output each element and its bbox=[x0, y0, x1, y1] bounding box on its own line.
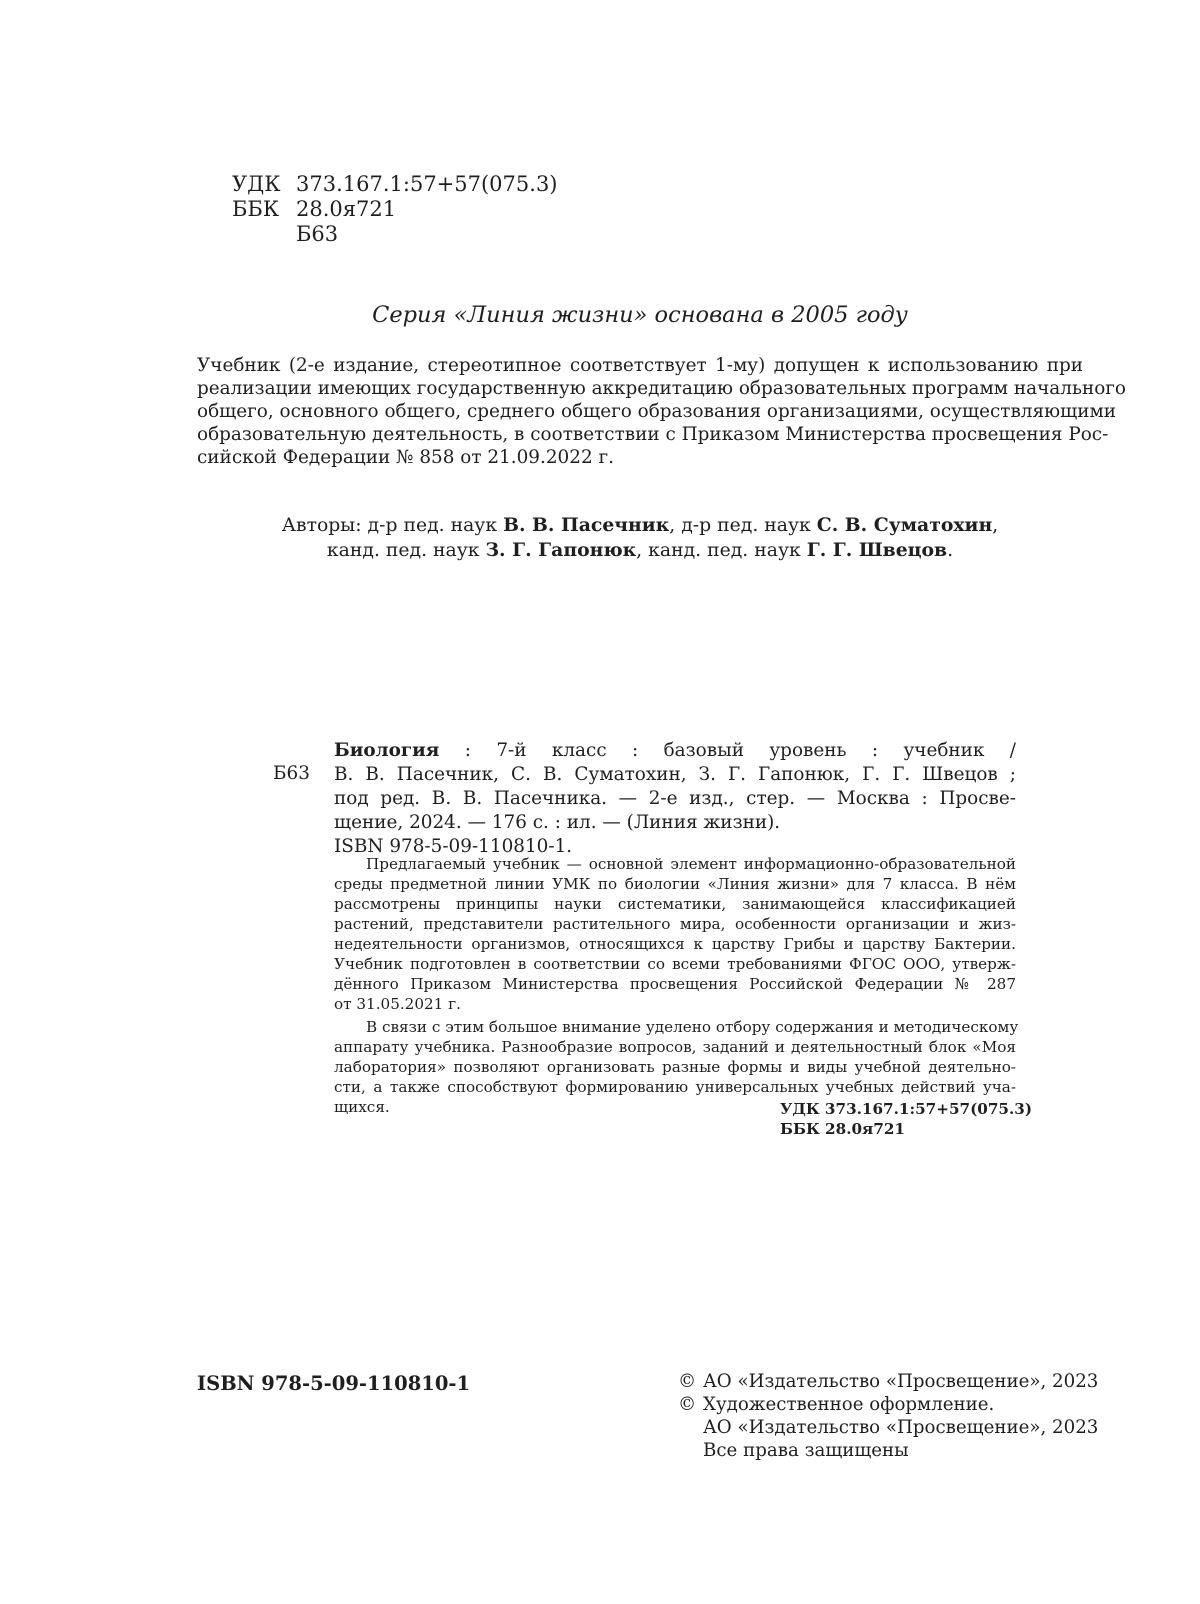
copyright-line: Художественное оформление. bbox=[703, 1394, 995, 1415]
bib-line: В. В. Пасечник, С. В. Суматохин, З. Г. Гапонюк, Г. Г. Швецов ; bbox=[334, 764, 1016, 785]
authors-line-2: канд. пед. наук З. Г. Гапонюк, канд. пед. наук Г. Г. Швецов. bbox=[326, 539, 954, 561]
annotation-line: Учебник подготовлен в соответствии со всеми требованиями ФГОС ООО, утверж- bbox=[334, 955, 1016, 973]
annotation bbox=[334, 854, 1019, 1117]
approval-line: Учебник (2-е издание, стереотипное соответствует 1-му) допущен к использованию при bbox=[197, 355, 1083, 376]
udk-label: УДК bbox=[232, 172, 281, 196]
bbk-value: 28.0я721 bbox=[296, 197, 397, 221]
authors-block bbox=[0, 513, 1200, 563]
annotation-line: рассмотрены принципы науки систематики, занимающейся классификацией bbox=[334, 895, 1016, 913]
approval-line: сийской Федерации № 858 от 21.09.2022 г. bbox=[197, 447, 614, 468]
approval-line: реализации имеющих государственную аккредитацию образовательных программ начального bbox=[197, 378, 1127, 399]
annotation-line: сти, а также способствуют формированию универсальных учебных действий уча- bbox=[334, 1078, 1016, 1096]
record-udk: УДК 373.167.1:57+57(075.3) bbox=[780, 1100, 1033, 1118]
annotation-line: щихся. bbox=[334, 1098, 390, 1116]
author-degree: д-р пед. наук bbox=[367, 515, 498, 536]
copyright-block bbox=[678, 1370, 1098, 1462]
author-name: Г. Г. Швецов bbox=[806, 539, 948, 561]
bib-isbn: ISBN 978-5-09-110810-1. bbox=[334, 836, 573, 857]
approval-paragraph bbox=[197, 354, 1127, 469]
annotation-line: недеятельности организмов, относящихся к царству Грибы и царству Бактерии. bbox=[334, 935, 1016, 953]
udk-value: 373.167.1:57+57(075.3) bbox=[296, 172, 558, 196]
bbk-label: ББК bbox=[232, 197, 280, 221]
record-index bbox=[780, 1099, 1032, 1139]
author-name: З. Г. Гапонюк bbox=[485, 539, 637, 561]
book-title: Биология bbox=[334, 740, 440, 761]
bib-line-1: Биология : 7-й класс : базовый уровень : учебник / bbox=[334, 740, 1016, 761]
isbn: ISBN 978-5-09-110810-1 bbox=[197, 1372, 471, 1395]
bib-line: щение, 2024. — 176 с. : ил. — (Линия жизни). bbox=[334, 812, 781, 833]
author-degree: канд. пед. наук bbox=[648, 540, 801, 561]
annotation-line: растений, представители растительного мира, особенности организации и жиз- bbox=[334, 915, 1016, 933]
bib-line: под ред. В. В. Пасечника. — 2-е изд., стер. — Москва : Просве- bbox=[334, 788, 1016, 809]
authors-label: Авторы: bbox=[281, 515, 362, 536]
annotation-line: Предлагаемый учебник — основной элемент информационно-образовательной bbox=[366, 855, 1016, 873]
author-degree: канд. пед. наук bbox=[326, 540, 480, 561]
series-note: Серия «Линия жизни» основана в 2005 году bbox=[372, 302, 908, 328]
classification-block bbox=[232, 172, 558, 247]
bib-author-mark: Б63 bbox=[273, 763, 310, 784]
author-name: В. В. Пасечник bbox=[503, 514, 670, 536]
bbk-row bbox=[232, 197, 558, 222]
copyright-symbol: © bbox=[678, 1394, 697, 1415]
copyright-row bbox=[678, 1393, 1098, 1416]
copyright-row bbox=[678, 1416, 1098, 1439]
author-mark: Б63 bbox=[296, 222, 339, 246]
copyright-line: Все права защищены bbox=[703, 1440, 909, 1461]
approval-line: общего, основного общего, среднего общего образования организациями, осуществляющими bbox=[197, 401, 1117, 422]
copyright-line: АО «Издательство «Просвещение», 2023 bbox=[703, 1371, 1099, 1392]
annotation-line: аппарату учебника. Разнообразие вопросов, заданий и деятельностный блок «Моя bbox=[334, 1038, 1016, 1056]
record-bbk: ББК 28.0я721 bbox=[780, 1120, 905, 1138]
author-name: С. В. Суматохин bbox=[816, 514, 993, 536]
author-degree: д-р пед. наук bbox=[681, 515, 811, 536]
copyright-symbol: © bbox=[678, 1371, 697, 1392]
bibliographic-record bbox=[334, 739, 1016, 859]
annotation-line: дённого Приказом Министерства просвещения Российской Федерации № 287 bbox=[334, 975, 1016, 993]
annotation-line: от 31.05.2021 г. bbox=[334, 995, 461, 1013]
annotation-line: В связи с этим большое внимание уделено отбору содержания и методическому bbox=[366, 1018, 1019, 1036]
annotation-line: среды предметной линии УМК по биологии «Линия жизни» для 7 класса. В нём bbox=[334, 875, 1016, 893]
copyright-row bbox=[678, 1370, 1098, 1393]
copyright-line: АО «Издательство «Просвещение», 2023 bbox=[703, 1417, 1099, 1438]
annotation-line: лаборатория» позволяют организовать разные формы и виды учебной деятельно- bbox=[334, 1058, 1016, 1076]
approval-line: образовательную деятельность, в соответствии с Приказом Министерства просвещения Рос- bbox=[197, 424, 1109, 445]
author-mark-row bbox=[232, 222, 558, 247]
copyright-row bbox=[678, 1439, 1098, 1462]
udk-row bbox=[232, 172, 558, 197]
authors-line-1: Авторы: д-р пед. наук В. В. Пасечник, д-р пед. наук С. В. Суматохин, bbox=[281, 514, 999, 536]
